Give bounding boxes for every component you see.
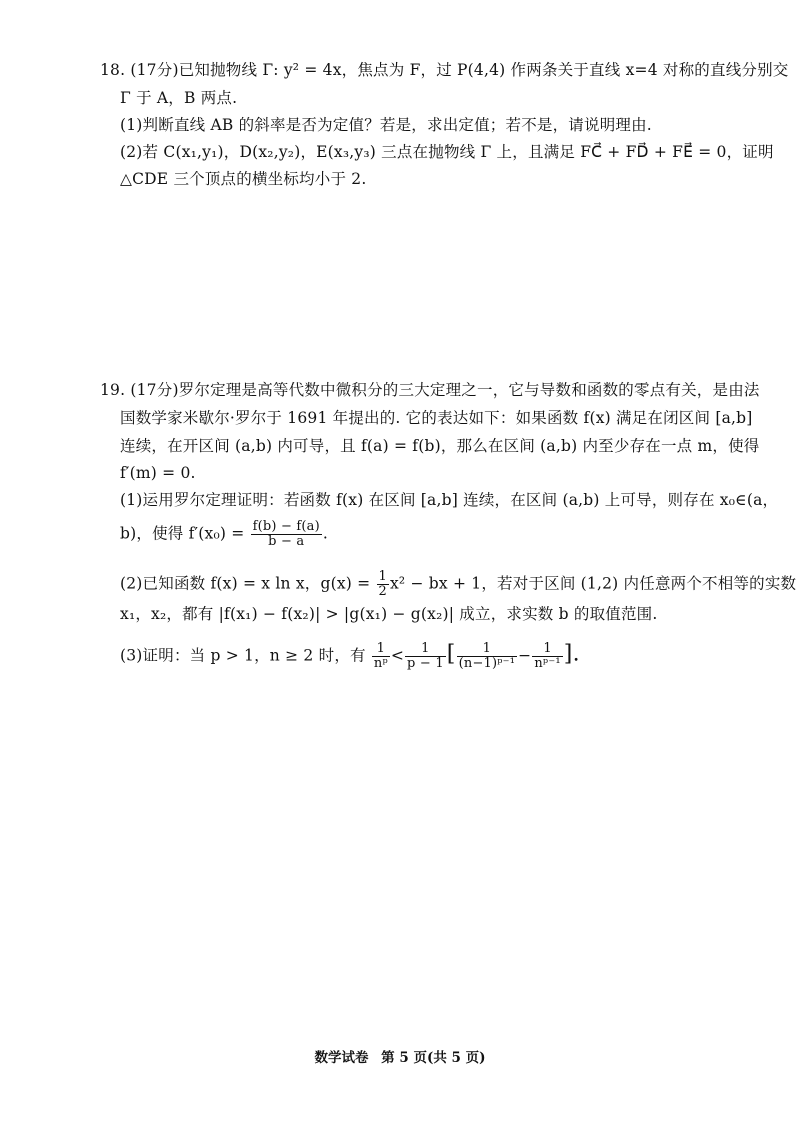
q18-part-1: (1)判断直线 AB 的斜率是否为定值？若是，求出定值；若不是，请说明理由.: [120, 116, 652, 134]
fraction-numerator: 1: [532, 642, 562, 657]
left-bracket: [: [446, 641, 456, 667]
fraction-1: [372, 642, 390, 671]
q19-part-3: [120, 642, 580, 671]
half-fraction: [377, 570, 389, 599]
period: .: [322, 524, 329, 543]
fraction-denominator: nᵖ⁻¹: [534, 656, 561, 671]
fraction-denominator: p − 1: [407, 656, 444, 671]
q18-part-2-line-1: (2)若 C(x₁,y₁)，D(x₂,y₂)，E(x₃,y₃) 三点在抛物线 Γ 上，且满足 FC⃗ + FD⃗ + FE⃗ = 0，证明: [120, 143, 774, 161]
q19-part-2-line-1: [120, 570, 796, 599]
minus-sign: −: [518, 646, 532, 665]
footer-subject: 数学试卷: [314, 1050, 369, 1066]
q19-part-1-text: b)，使得 f′(x₀) =: [120, 524, 245, 543]
q19-line-1: 19. (17分)罗尔定理是高等代数中微积分的三大定理之一，它与导数和函数的零点有关，是由法: [100, 381, 760, 399]
q18-line-2: Γ 于 A，B 两点.: [120, 89, 238, 107]
fraction-denominator: (n−1)ᵖ⁻¹: [458, 656, 516, 671]
q18-line-1: 18. (17分)已知抛物线 Γ: y² = 4x，焦点为 F，过 P(4,4) 作两条关于直线 x=4 对称的直线分别交: [100, 61, 789, 79]
fraction-numerator: 1: [457, 642, 518, 657]
fraction-4: [532, 642, 562, 671]
q19-part-3-text: (3)证明：当 p > 1，n ≥ 2 时，有: [120, 646, 366, 665]
q19-line-2: 国数学家米歇尔·罗尔于 1691 年提出的. 它的表达如下：如果函数 f(x) 满足在闭区间 [a,b]: [120, 409, 753, 427]
page-footer: [0, 1046, 800, 1066]
q19-part-2-text-b: x² − bx + 1，若对于区间 (1,2) 内任意两个不相等的实数: [389, 574, 797, 593]
q19-part-1-line-1: (1)运用罗尔定理证明：若函数 f(x) 在区间 [a,b] 连续，在区间 (a,b) 上可导，则存在 x₀∈(a，: [120, 491, 779, 509]
fraction-numerator: 1: [405, 642, 446, 657]
fraction-numerator: f(b) − f(a): [252, 519, 320, 534]
fraction-2: [405, 642, 446, 671]
q19-part-1-line-2: [120, 520, 328, 549]
fraction-denominator: 2: [378, 584, 387, 599]
q19-line-3: 连续，在开区间 (a,b) 内可导，且 f(a) = f(b)，那么在区间 (a,b) 内至少存在一点 m，使得: [120, 437, 760, 455]
fraction-numerator: 1: [372, 642, 390, 657]
fraction-denominator: nᵖ: [373, 656, 388, 671]
q18-part-2-line-2: △CDE 三个顶点的横坐标均小于 2.: [120, 170, 367, 188]
fraction-numerator: 1: [378, 569, 387, 584]
q19-line-4: f′(m) = 0.: [120, 464, 196, 482]
q19-part-1-fraction: [251, 520, 322, 549]
fraction-3: [457, 642, 518, 671]
q19-part-2-line-2: x₁，x₂，都有 |f(x₁) − f(x₂)| > |g(x₁) − g(x₂)| 成立，求实数 b 的取值范围.: [120, 605, 658, 623]
less-than-sign: <: [390, 646, 405, 665]
right-bracket: ].: [563, 641, 580, 667]
footer-page-number: 第 5 页(共 5 页): [381, 1050, 486, 1066]
fraction-denominator: b − a: [268, 534, 305, 549]
q19-part-2-text-a: (2)已知函数 f(x) = x ln x，g(x) =: [120, 574, 371, 593]
